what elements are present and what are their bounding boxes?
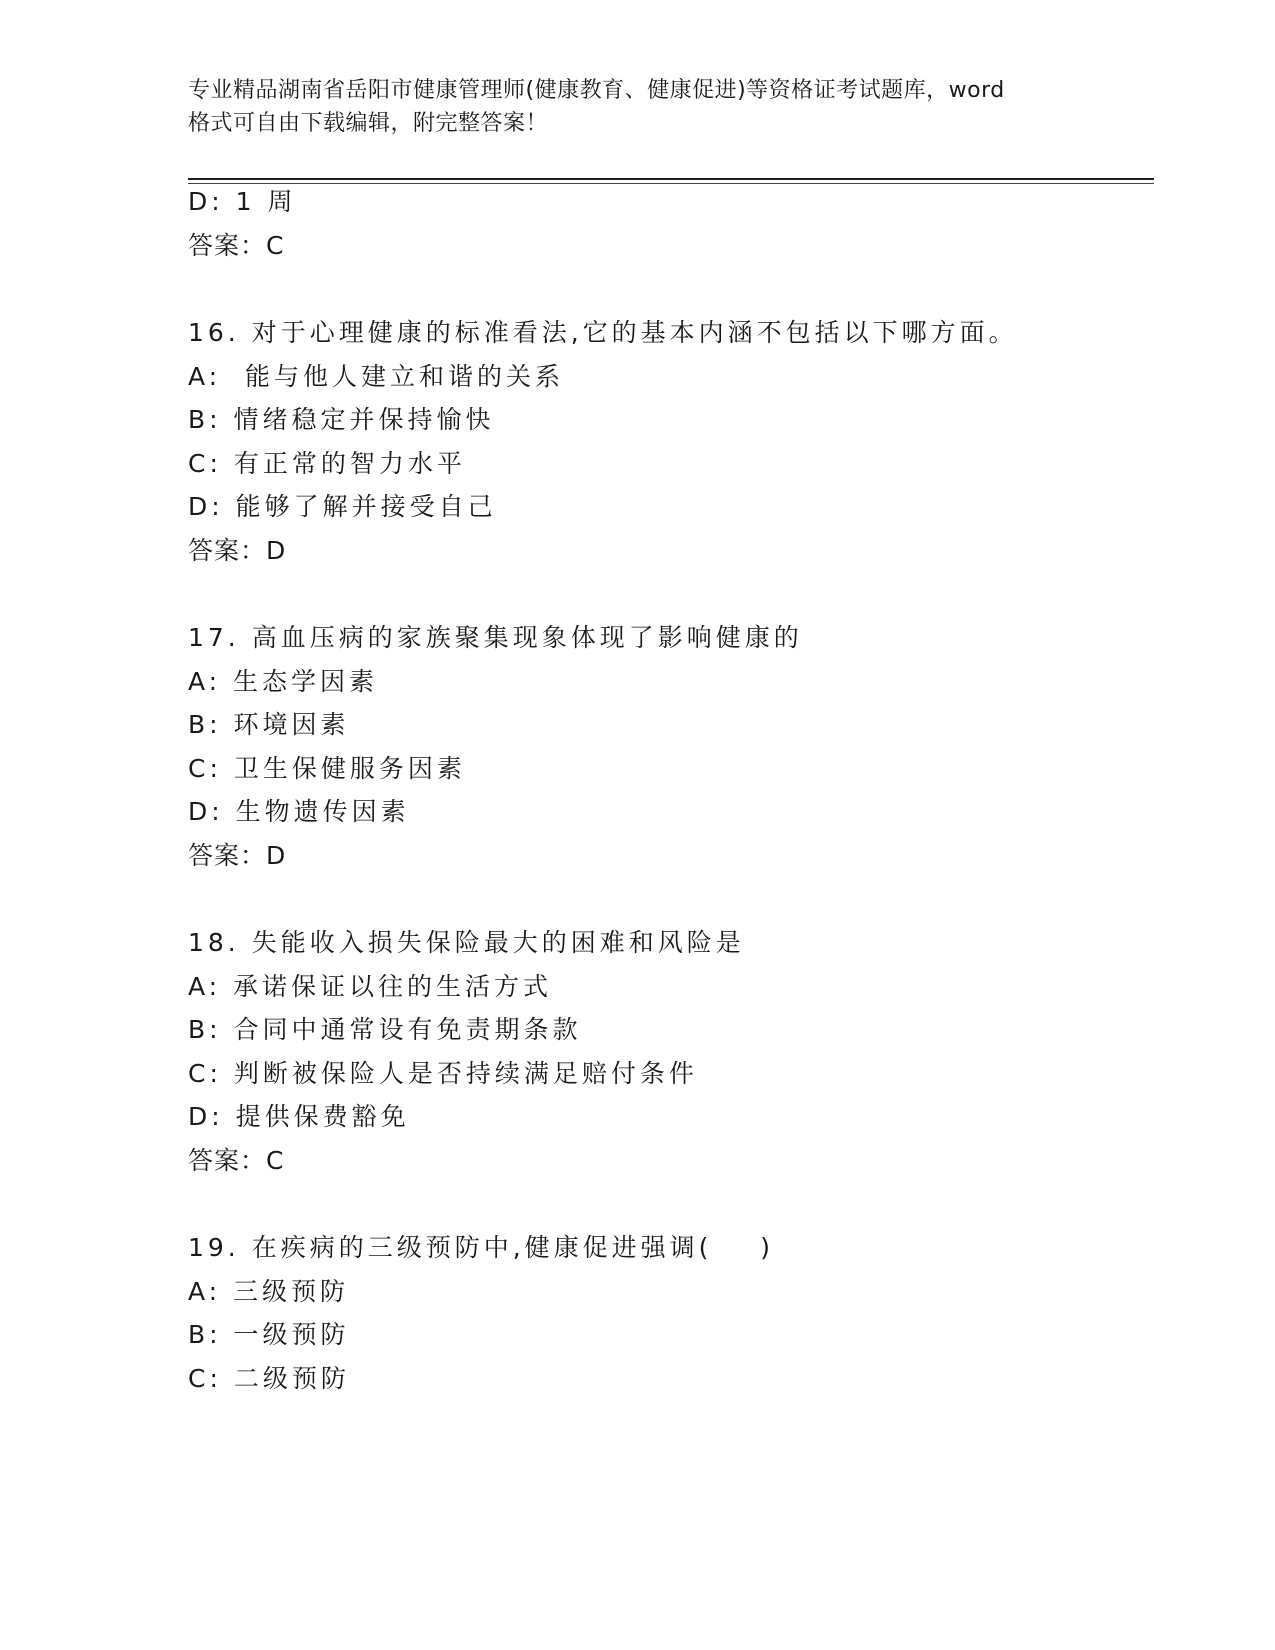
prev-option-d: D: 1 周: [188, 187, 297, 216]
q17-option-b: B: 环境因素: [188, 710, 350, 739]
q17-option-a: A: 生态学因素: [188, 667, 379, 696]
q16-stem: 16. 对于心理健康的标准看法,它的基本内涵不包括以下哪方面。: [188, 318, 1018, 347]
q17-stem: 17. 高血压病的家族聚集现象体现了影响健康的: [188, 623, 803, 652]
header-rule-thin: [188, 183, 1154, 184]
q18-option-c: C: 判断被保险人是否持续满足赔付条件: [188, 1059, 698, 1088]
header-rule-thick: [188, 178, 1154, 180]
document-header: 专业精品湖南省岳阳市健康管理师(健康教育、健康促进)等资格证考试题库，word 格式可自由下载编辑，附完整答案！: [188, 78, 1005, 136]
prev-answer: 答案：C: [188, 231, 285, 260]
q16-option-a: A: 能与他人建立和谐的关系: [188, 362, 564, 391]
q16-option-b: B: 情绪稳定并保持愉快: [188, 405, 495, 434]
q17-option-c: C: 卫生保健服务因素: [188, 754, 466, 783]
q16-option-c: C: 有正常的智力水平: [188, 449, 466, 478]
q19-option-a: A: 三级预防: [188, 1277, 350, 1306]
q18-answer: 答案：C: [188, 1146, 285, 1175]
q18-stem: 18. 失能收入损失保险最大的困难和风险是: [188, 928, 745, 957]
q17-answer: 答案：D: [188, 841, 287, 870]
q16-answer: 答案：D: [188, 536, 287, 565]
q19-option-b: B: 一级预防: [188, 1320, 350, 1349]
q18-option-d: D: 提供保费豁免: [188, 1102, 410, 1131]
q18-option-b: B: 合同中通常设有免责期条款: [188, 1015, 582, 1044]
q16-option-d: D: 能够了解并接受自己: [188, 492, 497, 521]
q19-stem: 19. 在疾病的三级预防中,健康促进强调( ): [188, 1233, 774, 1262]
q17-option-d: D: 生物遗传因素: [188, 797, 410, 826]
q19-option-c: C: 二级预防: [188, 1364, 350, 1393]
q18-option-a: A: 承诺保证以往的生活方式: [188, 972, 553, 1001]
